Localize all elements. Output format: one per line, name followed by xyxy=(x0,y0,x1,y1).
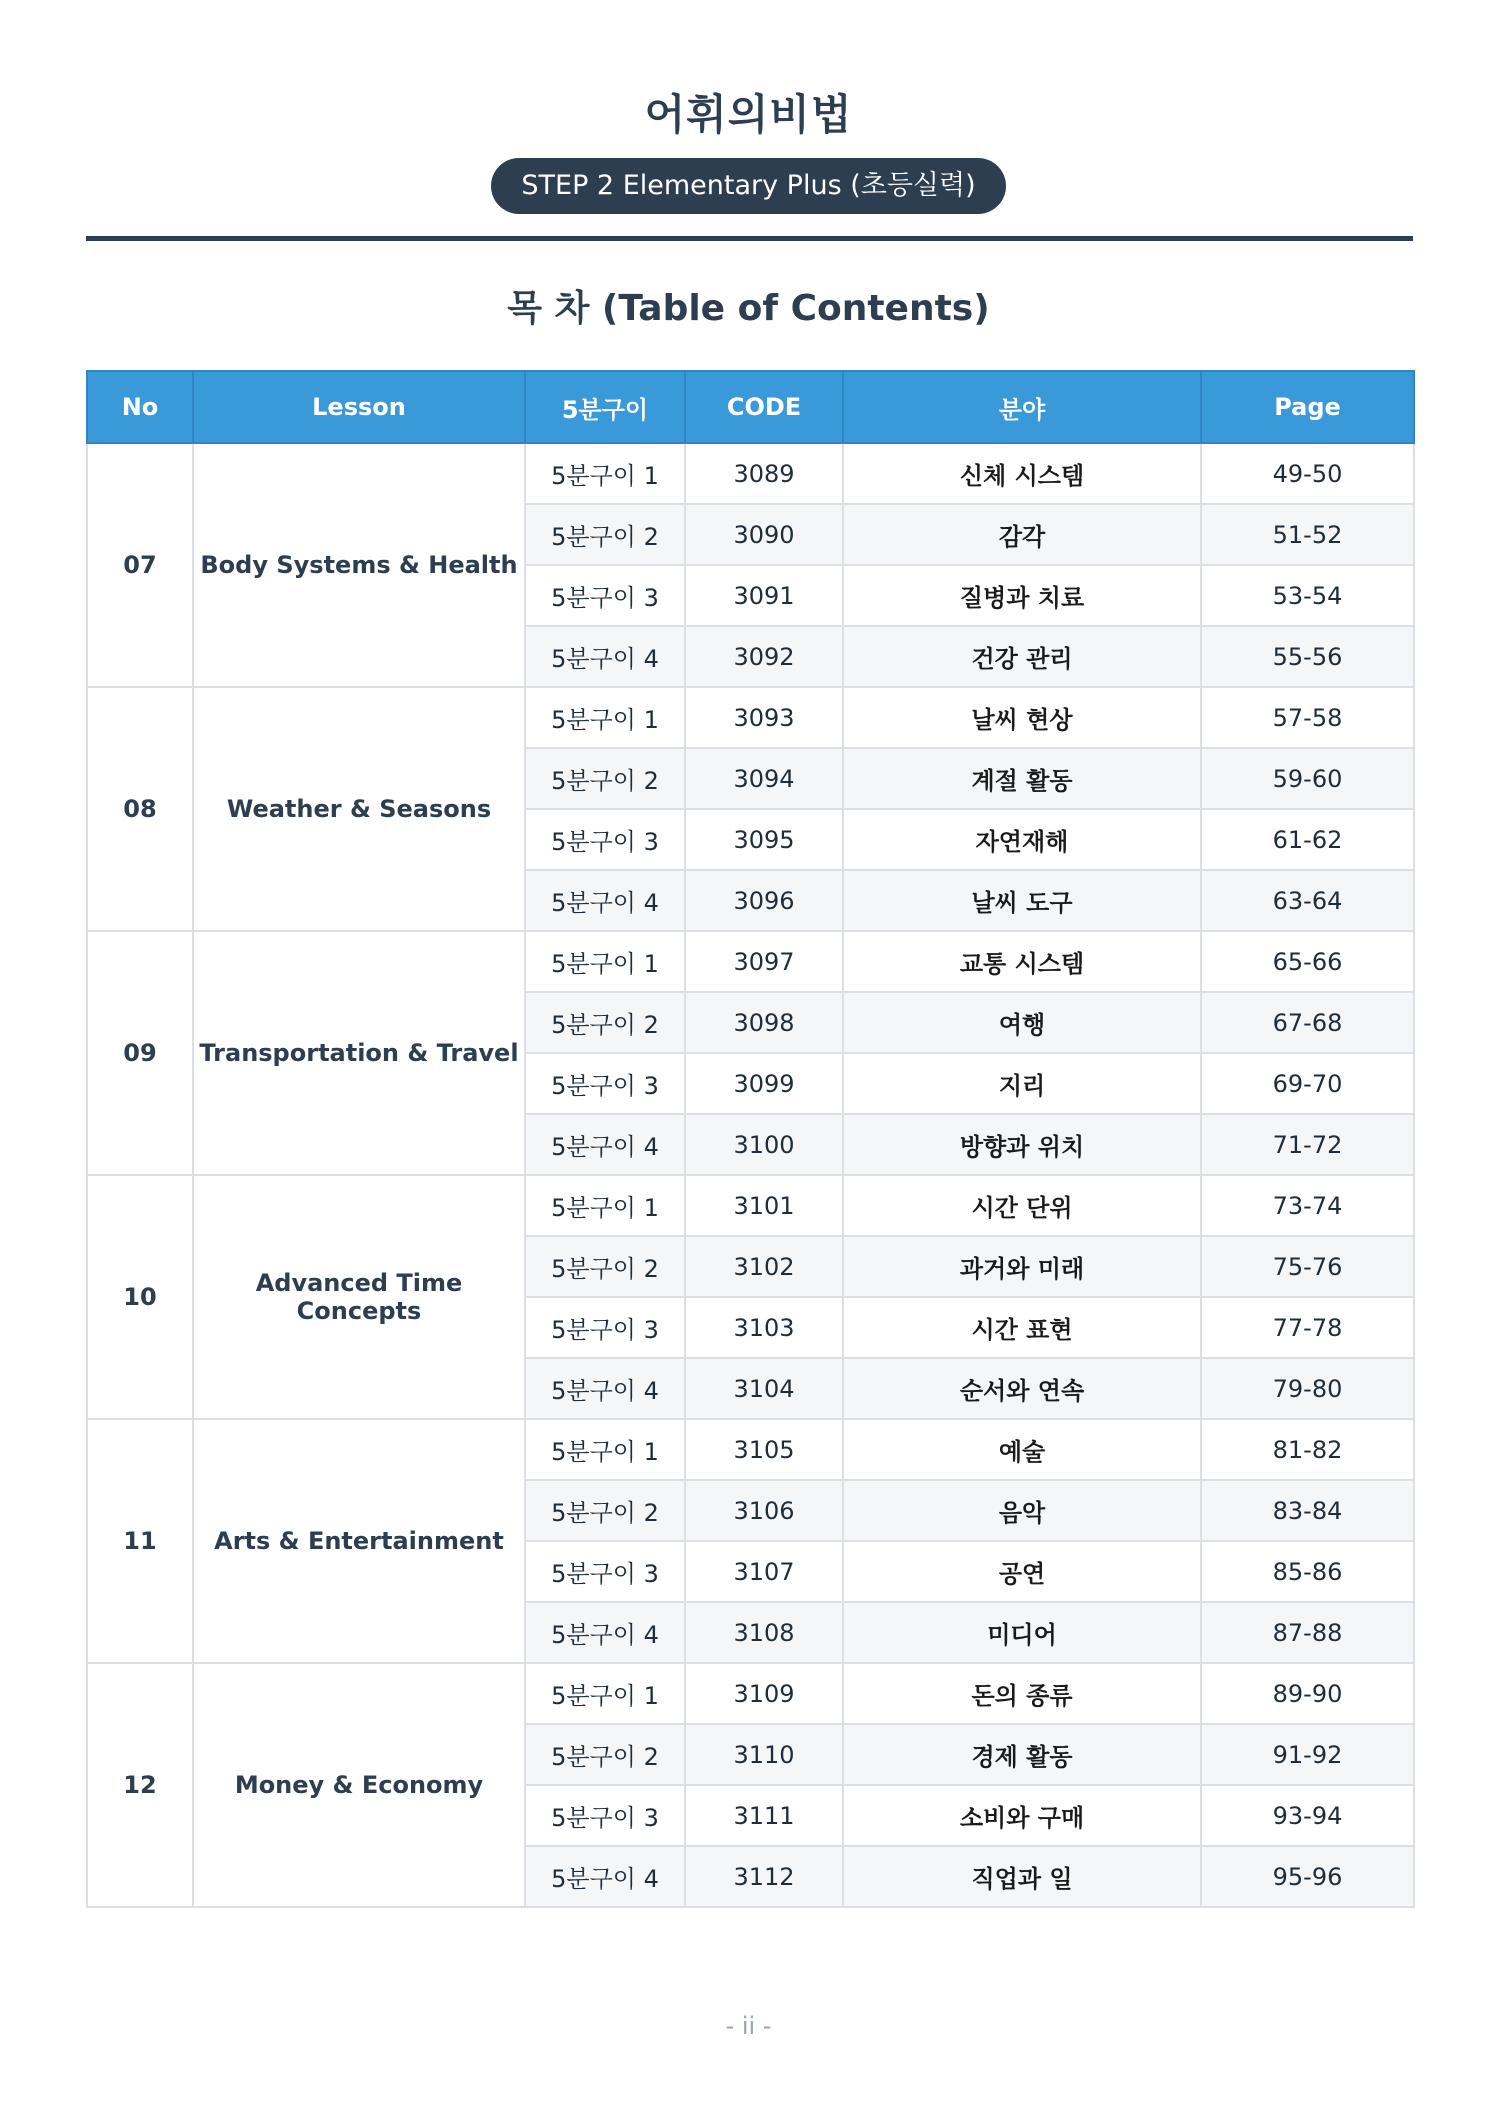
part-cell: 5분구이 2 xyxy=(525,504,685,565)
field-cell: 지리 xyxy=(843,1053,1201,1114)
code-cell: 3095 xyxy=(685,809,843,870)
code-cell: 3091 xyxy=(685,565,843,626)
table-row xyxy=(87,1419,1414,1480)
header-part: 5분구이 xyxy=(525,371,685,443)
code-cell: 3097 xyxy=(685,931,843,992)
table-row xyxy=(87,687,1414,748)
part-cell: 5분구이 4 xyxy=(525,1602,685,1663)
lesson-number: 12 xyxy=(87,1663,193,1907)
code-cell: 3107 xyxy=(685,1541,843,1602)
code-cell: 3092 xyxy=(685,626,843,687)
code-cell: 3104 xyxy=(685,1358,843,1419)
header-no: No xyxy=(87,371,193,443)
part-cell: 5분구이 2 xyxy=(525,992,685,1053)
field-cell: 날씨 도구 xyxy=(843,870,1201,931)
page-cell: 55-56 xyxy=(1201,626,1414,687)
part-cell: 5분구이 4 xyxy=(525,1358,685,1419)
code-cell: 3090 xyxy=(685,504,843,565)
lesson-title: Arts & Entertainment xyxy=(193,1419,525,1663)
part-cell: 5분구이 2 xyxy=(525,748,685,809)
field-cell: 시간 단위 xyxy=(843,1175,1201,1236)
page-cell: 59-60 xyxy=(1201,748,1414,809)
page-cell: 67-68 xyxy=(1201,992,1414,1053)
lesson-number: 11 xyxy=(87,1419,193,1663)
part-cell: 5분구이 3 xyxy=(525,1053,685,1114)
code-cell: 3094 xyxy=(685,748,843,809)
code-cell: 3102 xyxy=(685,1236,843,1297)
code-cell: 3098 xyxy=(685,992,843,1053)
part-cell: 5분구이 3 xyxy=(525,1297,685,1358)
part-cell: 5분구이 1 xyxy=(525,443,685,504)
page-cell: 53-54 xyxy=(1201,565,1414,626)
page-cell: 51-52 xyxy=(1201,504,1414,565)
code-cell: 3109 xyxy=(685,1663,843,1724)
code-cell: 3103 xyxy=(685,1297,843,1358)
code-cell: 3089 xyxy=(685,443,843,504)
table-row xyxy=(87,443,1414,504)
part-cell: 5분구이 3 xyxy=(525,1541,685,1602)
page-cell: 77-78 xyxy=(1201,1297,1414,1358)
field-cell: 소비와 구매 xyxy=(843,1785,1201,1846)
page-cell: 89-90 xyxy=(1201,1663,1414,1724)
header-divider xyxy=(86,236,1413,241)
page-cell: 57-58 xyxy=(1201,687,1414,748)
page-cell: 75-76 xyxy=(1201,1236,1414,1297)
page-cell: 71-72 xyxy=(1201,1114,1414,1175)
lesson-title: Weather & Seasons xyxy=(193,687,525,931)
field-cell: 질병과 치료 xyxy=(843,565,1201,626)
field-cell: 시간 표현 xyxy=(843,1297,1201,1358)
page-cell: 73-74 xyxy=(1201,1175,1414,1236)
field-cell: 교통 시스템 xyxy=(843,931,1201,992)
field-cell: 감각 xyxy=(843,504,1201,565)
page-cell: 83-84 xyxy=(1201,1480,1414,1541)
code-cell: 3106 xyxy=(685,1480,843,1541)
page-title: 어휘의비법 xyxy=(644,90,853,139)
part-cell: 5분구이 1 xyxy=(525,1175,685,1236)
lesson-number: 09 xyxy=(87,931,193,1175)
page-cell: 85-86 xyxy=(1201,1541,1414,1602)
table-header-row xyxy=(87,371,1414,443)
field-cell: 건강 관리 xyxy=(843,626,1201,687)
page-cell: 49-50 xyxy=(1201,443,1414,504)
part-cell: 5분구이 2 xyxy=(525,1724,685,1785)
code-cell: 3099 xyxy=(685,1053,843,1114)
field-cell: 미디어 xyxy=(843,1602,1201,1663)
field-cell: 날씨 현상 xyxy=(843,687,1201,748)
part-cell: 5분구이 1 xyxy=(525,931,685,992)
field-cell: 예술 xyxy=(843,1419,1201,1480)
part-cell: 5분구이 3 xyxy=(525,809,685,870)
field-cell: 순서와 연속 xyxy=(843,1358,1201,1419)
part-cell: 5분구이 3 xyxy=(525,1785,685,1846)
code-cell: 3112 xyxy=(685,1846,843,1907)
page-cell: 87-88 xyxy=(1201,1602,1414,1663)
part-cell: 5분구이 4 xyxy=(525,870,685,931)
code-cell: 3096 xyxy=(685,870,843,931)
code-cell: 3108 xyxy=(685,1602,843,1663)
lesson-title: Body Systems & Health xyxy=(193,443,525,687)
field-cell: 방향과 위치 xyxy=(843,1114,1201,1175)
code-cell: 3093 xyxy=(685,687,843,748)
page-cell: 61-62 xyxy=(1201,809,1414,870)
part-cell: 5분구이 2 xyxy=(525,1480,685,1541)
field-cell: 과거와 미래 xyxy=(843,1236,1201,1297)
page-cell: 93-94 xyxy=(1201,1785,1414,1846)
code-cell: 3100 xyxy=(685,1114,843,1175)
code-cell: 3110 xyxy=(685,1724,843,1785)
page-cell: 91-92 xyxy=(1201,1724,1414,1785)
code-cell: 3105 xyxy=(685,1419,843,1480)
header-lesson: Lesson xyxy=(193,371,525,443)
part-cell: 5분구이 4 xyxy=(525,1114,685,1175)
table-row xyxy=(87,1663,1414,1724)
header-code: CODE xyxy=(685,371,843,443)
table-row xyxy=(87,931,1414,992)
lesson-title: Advanced Time Concepts xyxy=(193,1175,525,1419)
lesson-number: 10 xyxy=(87,1175,193,1419)
code-cell: 3111 xyxy=(685,1785,843,1846)
page-cell: 95-96 xyxy=(1201,1846,1414,1907)
lesson-title: Transportation & Travel xyxy=(193,931,525,1175)
part-cell: 5분구이 4 xyxy=(525,1846,685,1907)
lesson-number: 08 xyxy=(87,687,193,931)
part-cell: 5분구이 2 xyxy=(525,1236,685,1297)
code-cell: 3101 xyxy=(685,1175,843,1236)
header-field: 분야 xyxy=(843,371,1201,443)
part-cell: 5분구이 4 xyxy=(525,626,685,687)
part-cell: 5분구이 1 xyxy=(525,1419,685,1480)
toc-table xyxy=(86,370,1415,1908)
step-badge-container xyxy=(0,158,1497,214)
page-cell: 81-82 xyxy=(1201,1419,1414,1480)
field-cell: 직업과 일 xyxy=(843,1846,1201,1907)
header-page: Page xyxy=(1201,371,1414,443)
field-cell: 돈의 종류 xyxy=(843,1663,1201,1724)
page-cell: 79-80 xyxy=(1201,1358,1414,1419)
toc-title: 목 차 (Table of Contents) xyxy=(507,288,990,329)
part-cell: 5분구이 1 xyxy=(525,1663,685,1724)
field-cell: 여행 xyxy=(843,992,1201,1053)
part-cell: 5분구이 1 xyxy=(525,687,685,748)
table-row xyxy=(87,1175,1414,1236)
field-cell: 공연 xyxy=(843,1541,1201,1602)
page-cell: 65-66 xyxy=(1201,931,1414,992)
field-cell: 음악 xyxy=(843,1480,1201,1541)
field-cell: 경제 활동 xyxy=(843,1724,1201,1785)
page-cell: 69-70 xyxy=(1201,1053,1414,1114)
field-cell: 계절 활동 xyxy=(843,748,1201,809)
lesson-number: 07 xyxy=(87,443,193,687)
lesson-title: Money & Economy xyxy=(193,1663,525,1907)
step-badge: STEP 2 Elementary Plus (초등실력) xyxy=(491,158,1005,214)
page-number: - ii - xyxy=(725,2012,772,2040)
field-cell: 자연재해 xyxy=(843,809,1201,870)
page-cell: 63-64 xyxy=(1201,870,1414,931)
field-cell: 신체 시스템 xyxy=(843,443,1201,504)
part-cell: 5분구이 3 xyxy=(525,565,685,626)
